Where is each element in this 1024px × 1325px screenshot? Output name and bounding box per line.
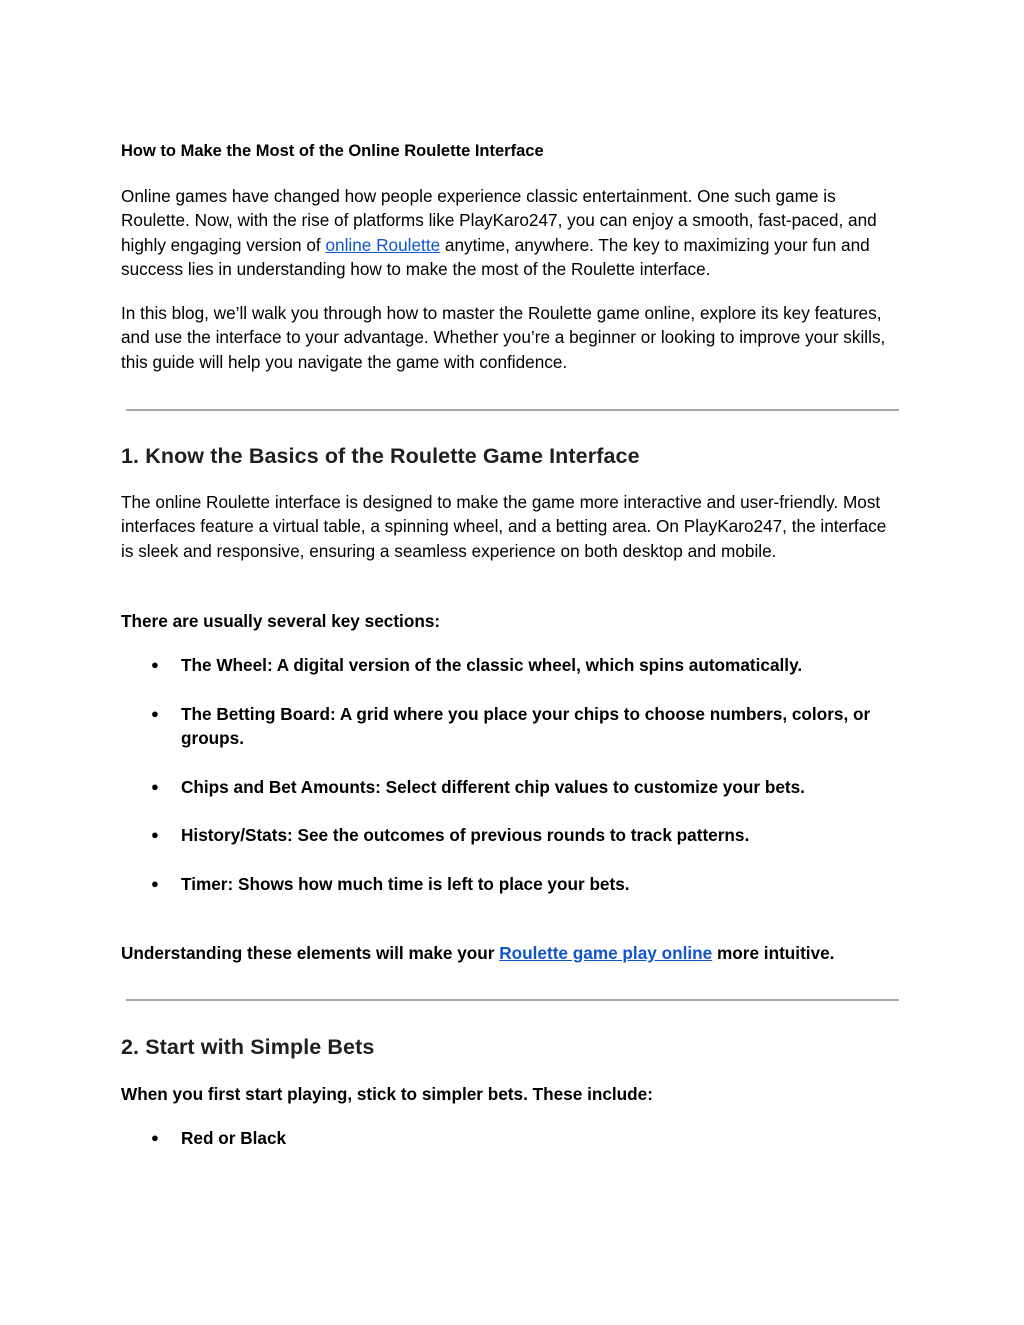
list-item-text: Timer: Shows how much time is left to place your bets.	[181, 874, 630, 894]
bullet-icon: ●	[151, 1130, 159, 1145]
section-1-heading: 1. Know the Basics of the Roulette Game Interface	[121, 444, 640, 468]
bullet-icon: ●	[151, 779, 159, 794]
intro-text-before-link: Online games have changed how people experience classic entertainment. One such game is Roulette. Now, with the rise of platforms like PlayKaro247, you can enjoy a smooth, fast-paced, and highly engaging version of	[121, 186, 877, 255]
list-item-text: Chips and Bet Amounts: Select different chip values to customize your bets.	[181, 777, 805, 797]
bullet-icon: ●	[151, 827, 159, 842]
list-item-text: The Betting Board: A grid where you place your chips to choose numbers, colors, or groups.	[181, 704, 871, 749]
bullet-icon: ●	[151, 706, 159, 721]
section-divider	[126, 409, 899, 411]
intro-paragraph-2: In this blog, we’ll walk you through how to master the Roulette game online, explore its key features, and use the interface to your advantage. Whether you’re a beginner or looking to improve your skills, this guide will help you navigate the game with confidence.	[121, 303, 886, 372]
section-1-body: The online Roulette interface is designed to make the game more interactive and user-friendly. Most interfaces feature a virtual table, a spinning wheel, and a betting area. On PlayKaro247, the interface is sleek and responsive, ensuring a seamless experience on both desktop and mobile.	[121, 492, 887, 561]
bullet-icon: ●	[151, 876, 159, 891]
section-1-lead: There are usually several key sections:	[121, 611, 441, 631]
section-2-lead: When you first start playing, stick to simpler bets. These include:	[121, 1084, 653, 1104]
intro-paragraph-1	[121, 184, 901, 281]
list-item-text: The Wheel: A digital version of the classic wheel, which spins automatically.	[181, 655, 803, 675]
online-roulette-link[interactable]: online Roulette	[325, 234, 441, 255]
document-title: How to Make the Most of the Online Roulette Interface	[121, 142, 544, 160]
section-1-outro	[121, 941, 901, 965]
intro-text-after-link: anytime, anywhere. The key to maximizing your fun and success lies in understanding how to make the most of the Roulette interface.	[121, 234, 870, 279]
outro-text-before-link: Understanding these elements will make your	[121, 943, 500, 963]
list-item-text: Red or Black	[181, 1128, 287, 1148]
section-divider	[126, 999, 899, 1001]
bullet-icon: ●	[151, 657, 159, 672]
section-2-heading: 2. Start with Simple Bets	[121, 1035, 375, 1059]
list-item-text: History/Stats: See the outcomes of previous rounds to track patterns.	[181, 825, 750, 845]
roulette-game-play-online-link[interactable]: Roulette game play online	[499, 943, 713, 963]
outro-text-after-link: more intuitive.	[712, 943, 835, 963]
